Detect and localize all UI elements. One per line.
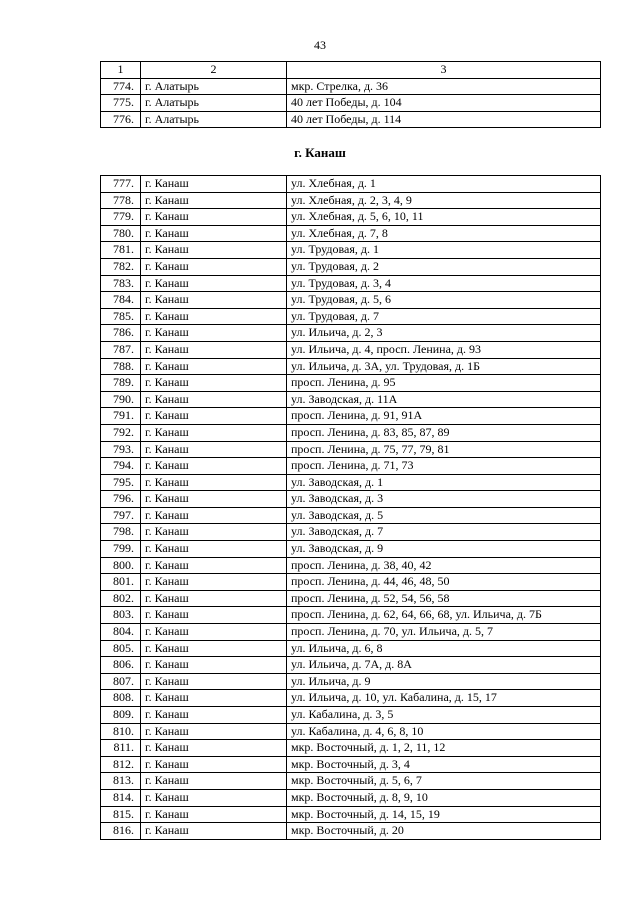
city-cell: г. Канаш (141, 590, 287, 607)
city-cell: г. Канаш (141, 341, 287, 358)
city-cell: г. Канаш (141, 789, 287, 806)
city-cell: г. Канаш (141, 408, 287, 425)
table-row (101, 673, 601, 690)
table-row (101, 225, 601, 242)
row-number: 781. (101, 242, 141, 259)
section-heading: г. Канаш (294, 145, 346, 160)
city-cell: г. Канаш (141, 673, 287, 690)
table-row (101, 424, 601, 441)
address-cell: просп. Ленина, д. 83, 85, 87, 89 (287, 424, 601, 441)
table-row (101, 441, 601, 458)
table-row (101, 391, 601, 408)
row-number: 804. (101, 624, 141, 641)
address-cell: ул. Ильича, д. 6, 8 (287, 640, 601, 657)
address-cell: мкр. Восточный, д. 20 (287, 823, 601, 840)
table-row (101, 408, 601, 425)
table-row (101, 541, 601, 558)
row-number: 783. (101, 275, 141, 292)
header-col-1: 1 (101, 62, 141, 79)
row-number: 790. (101, 391, 141, 408)
address-cell: ул. Ильича, д. 3А, ул. Трудовая, д. 1Б (287, 358, 601, 375)
city-cell: г. Канаш (141, 723, 287, 740)
address-cell: ул. Ильича, д. 7А, д. 8А (287, 657, 601, 674)
row-number: 796. (101, 491, 141, 508)
row-number: 774. (101, 78, 141, 95)
city-cell: г. Канаш (141, 209, 287, 226)
address-cell: ул. Ильича, д. 10, ул. Кабалина, д. 15, 17 (287, 690, 601, 707)
row-number: 793. (101, 441, 141, 458)
row-number: 795. (101, 474, 141, 491)
address-cell: мкр. Восточный, д. 3, 4 (287, 756, 601, 773)
table-row (101, 574, 601, 591)
row-number: 791. (101, 408, 141, 425)
row-number: 815. (101, 806, 141, 823)
city-cell: г. Канаш (141, 375, 287, 392)
address-cell: просп. Ленина, д. 75, 77, 79, 81 (287, 441, 601, 458)
row-number: 810. (101, 723, 141, 740)
address-cell: просп. Ленина, д. 38, 40, 42 (287, 557, 601, 574)
address-cell: ул. Трудовая, д. 3, 4 (287, 275, 601, 292)
row-number: 801. (101, 574, 141, 591)
address-cell: ул. Кабалина, д. 4, 6, 8, 10 (287, 723, 601, 740)
address-cell: ул. Ильича, д. 4, просп. Ленина, д. 93 (287, 341, 601, 358)
city-cell: г. Канаш (141, 624, 287, 641)
city-cell: г. Алатырь (141, 95, 287, 112)
city-cell: г. Канаш (141, 541, 287, 558)
city-cell: г. Канаш (141, 275, 287, 292)
row-number: 812. (101, 756, 141, 773)
row-number: 776. (101, 111, 141, 128)
address-cell: просп. Ленина, д. 91, 91А (287, 408, 601, 425)
address-cell: мкр. Восточный, д. 8, 9, 10 (287, 789, 601, 806)
table-row (101, 458, 601, 475)
city-cell: г. Канаш (141, 524, 287, 541)
table-row (101, 707, 601, 724)
city-cell: г. Канаш (141, 242, 287, 259)
address-cell: ул. Ильича, д. 2, 3 (287, 325, 601, 342)
table-row (101, 740, 601, 757)
address-cell: ул. Заводская, д. 7 (287, 524, 601, 541)
row-number: 808. (101, 690, 141, 707)
table-row (101, 292, 601, 309)
address-cell: 40 лет Победы, д. 114 (287, 111, 601, 128)
row-number: 784. (101, 292, 141, 309)
city-cell: г. Канаш (141, 607, 287, 624)
address-cell: ул. Кабалина, д. 3, 5 (287, 707, 601, 724)
city-cell: г. Канаш (141, 258, 287, 275)
table-row (101, 95, 601, 112)
address-cell: ул. Заводская, д. 5 (287, 507, 601, 524)
address-cell: ул. Заводская, д. 9 (287, 541, 601, 558)
city-cell: г. Алатырь (141, 78, 287, 95)
table-row (101, 308, 601, 325)
row-number: 797. (101, 507, 141, 524)
row-number: 800. (101, 557, 141, 574)
city-cell: г. Канаш (141, 225, 287, 242)
city-cell: г. Канаш (141, 424, 287, 441)
address-cell: мкр. Восточный, д. 14, 15, 19 (287, 806, 601, 823)
row-number: 803. (101, 607, 141, 624)
city-cell: г. Канаш (141, 640, 287, 657)
city-cell: г. Канаш (141, 806, 287, 823)
address-cell: ул. Трудовая, д. 1 (287, 242, 601, 259)
table-row (101, 275, 601, 292)
row-number: 787. (101, 341, 141, 358)
address-cell: просп. Ленина, д. 70, ул. Ильича, д. 5, 7 (287, 624, 601, 641)
address-cell: ул. Хлебная, д. 5, 6, 10, 11 (287, 209, 601, 226)
city-cell: г. Канаш (141, 474, 287, 491)
table-row (101, 358, 601, 375)
row-number: 805. (101, 640, 141, 657)
row-number: 788. (101, 358, 141, 375)
address-cell: просп. Ленина, д. 71, 73 (287, 458, 601, 475)
row-number: 809. (101, 707, 141, 724)
city-cell: г. Канаш (141, 773, 287, 790)
city-cell: г. Канаш (141, 491, 287, 508)
row-number: 789. (101, 375, 141, 392)
row-number: 779. (101, 209, 141, 226)
city-cell: г. Канаш (141, 192, 287, 209)
table-body (101, 176, 601, 840)
city-cell: г. Канаш (141, 458, 287, 475)
table-row (101, 723, 601, 740)
table-row (101, 375, 601, 392)
header-col-2: 2 (141, 62, 287, 79)
city-cell: г. Канаш (141, 574, 287, 591)
table-row (101, 640, 601, 657)
address-cell: ул. Трудовая, д. 7 (287, 308, 601, 325)
city-cell: г. Канаш (141, 441, 287, 458)
address-cell: ул. Хлебная, д. 1 (287, 176, 601, 193)
row-number: 798. (101, 524, 141, 541)
table-row (101, 258, 601, 275)
city-cell: г. Канаш (141, 756, 287, 773)
table-row (101, 557, 601, 574)
row-number: 799. (101, 541, 141, 558)
city-cell: г. Канаш (141, 176, 287, 193)
table-row (101, 111, 601, 128)
address-cell: просп. Ленина, д. 62, 64, 66, 68, ул. Ильича, д. 7Б (287, 607, 601, 624)
table-row (101, 209, 601, 226)
city-cell: г. Канаш (141, 557, 287, 574)
address-cell: ул. Трудовая, д. 5, 6 (287, 292, 601, 309)
table-row (101, 657, 601, 674)
address-cell: мкр. Стрелка, д. 36 (287, 78, 601, 95)
city-cell: г. Канаш (141, 292, 287, 309)
address-table-kanash (100, 175, 601, 840)
row-number: 780. (101, 225, 141, 242)
row-number: 811. (101, 740, 141, 757)
table-row (101, 507, 601, 524)
table-row (101, 823, 601, 840)
row-number: 782. (101, 258, 141, 275)
table-row (101, 773, 601, 790)
table-header-row (101, 62, 601, 79)
row-number: 794. (101, 458, 141, 475)
table-row (101, 607, 601, 624)
row-number: 775. (101, 95, 141, 112)
city-cell: г. Канаш (141, 740, 287, 757)
row-number: 786. (101, 325, 141, 342)
city-cell: г. Канаш (141, 823, 287, 840)
table-row (101, 491, 601, 508)
row-number: 792. (101, 424, 141, 441)
address-cell: ул. Хлебная, д. 7, 8 (287, 225, 601, 242)
table-row (101, 624, 601, 641)
address-cell: ул. Трудовая, д. 2 (287, 258, 601, 275)
table-row (101, 78, 601, 95)
address-cell: просп. Ленина, д. 44, 46, 48, 50 (287, 574, 601, 591)
city-cell: г. Канаш (141, 507, 287, 524)
row-number: 778. (101, 192, 141, 209)
page-number: 43 (314, 38, 326, 52)
row-number: 777. (101, 176, 141, 193)
city-cell: г. Канаш (141, 391, 287, 408)
table-row (101, 789, 601, 806)
row-number: 785. (101, 308, 141, 325)
address-cell: 40 лет Победы, д. 104 (287, 95, 601, 112)
city-cell: г. Канаш (141, 308, 287, 325)
address-cell: ул. Хлебная, д. 2, 3, 4, 9 (287, 192, 601, 209)
address-cell: ул. Ильича, д. 9 (287, 673, 601, 690)
address-cell: ул. Заводская, д. 1 (287, 474, 601, 491)
address-cell: ул. Заводская, д. 11А (287, 391, 601, 408)
row-number: 814. (101, 789, 141, 806)
table-row (101, 176, 601, 193)
row-number: 807. (101, 673, 141, 690)
table-row (101, 242, 601, 259)
table-row (101, 590, 601, 607)
row-number: 813. (101, 773, 141, 790)
table-row (101, 192, 601, 209)
city-cell: г. Канаш (141, 325, 287, 342)
table-row (101, 325, 601, 342)
table-row (101, 756, 601, 773)
city-cell: г. Канаш (141, 690, 287, 707)
table-row (101, 474, 601, 491)
address-cell: мкр. Восточный, д. 1, 2, 11, 12 (287, 740, 601, 757)
address-cell: просп. Ленина, д. 95 (287, 375, 601, 392)
table-row (101, 341, 601, 358)
table-body (101, 62, 601, 128)
table-row (101, 524, 601, 541)
city-cell: г. Канаш (141, 358, 287, 375)
city-cell: г. Канаш (141, 657, 287, 674)
address-cell: ул. Заводская, д. 3 (287, 491, 601, 508)
header-col-3: 3 (287, 62, 601, 79)
address-cell: мкр. Восточный, д. 5, 6, 7 (287, 773, 601, 790)
city-cell: г. Канаш (141, 707, 287, 724)
address-table-continued (100, 61, 601, 128)
row-number: 802. (101, 590, 141, 607)
city-cell: г. Алатырь (141, 111, 287, 128)
table-row (101, 806, 601, 823)
row-number: 816. (101, 823, 141, 840)
address-cell: просп. Ленина, д. 52, 54, 56, 58 (287, 590, 601, 607)
table-row (101, 690, 601, 707)
row-number: 806. (101, 657, 141, 674)
